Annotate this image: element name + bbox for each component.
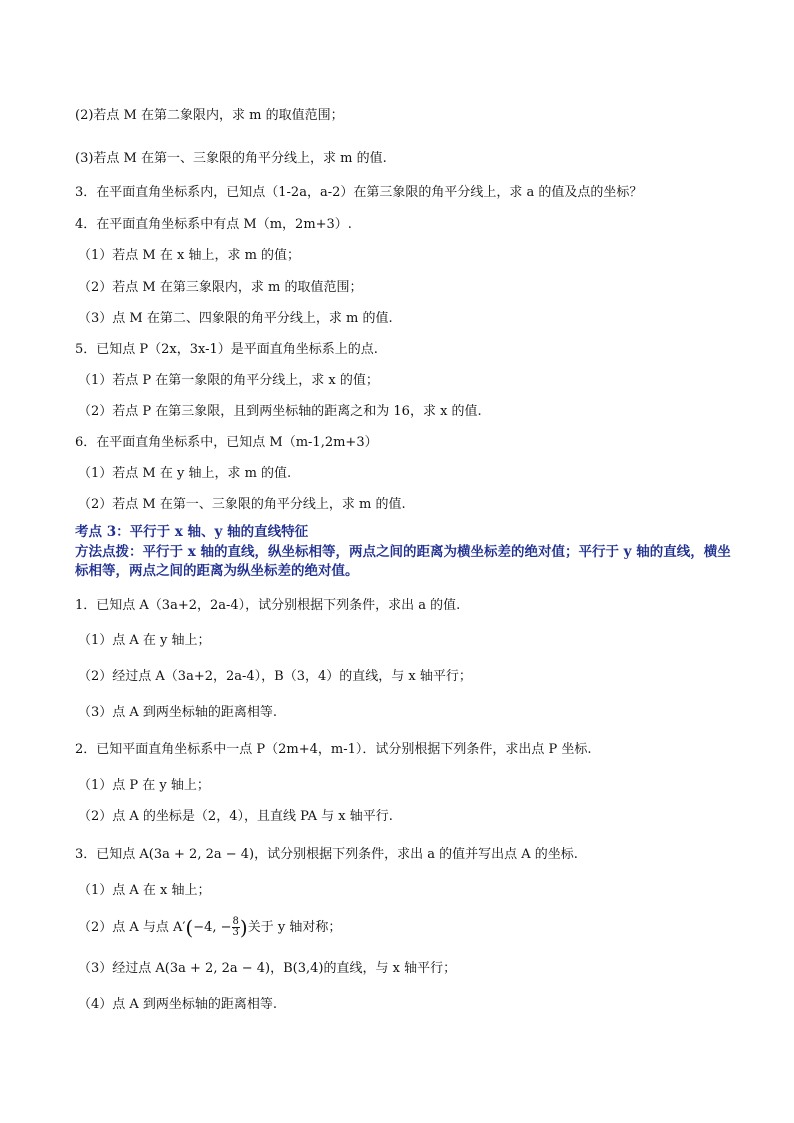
method-tip: 方法点拨：平行于 x 轴的直线，纵坐标相等，两点之间的距离为横坐标差的绝对值；平行于 y 轴的直线，横坐标相等，两点之间的距离为纵坐标差的绝对值。 xyxy=(75,544,731,579)
text-line: （1）若点 M 在 y 轴上，求 m 的值. xyxy=(78,466,292,481)
sub-question: （1）点 A 在 x 轴上； xyxy=(78,883,211,898)
question-stem: 1．已知点 A（3a+2，2a-4），试分别根据下列条件，求出 a 的值. xyxy=(75,598,461,613)
sub-question: （4）点 A 到两坐标轴的距离相等. xyxy=(78,997,278,1012)
text-line: （2）若点 M 在第一、三象限的角平分线上，求 m 的值. xyxy=(78,497,406,512)
text-line: 4．在平面直角坐标系中有点 M（m，2m+3）. xyxy=(75,217,352,232)
text-line: 6．在平面直角坐标系中，已知点 M（m-1,2m+3） xyxy=(75,435,378,450)
sub-question: （1）点 A 在 y 轴上； xyxy=(78,633,211,648)
text-line: 5．已知点 P（2x，3x-1）是平面直角坐标系上的点. xyxy=(75,342,378,357)
text-line: (2)若点 M 在第二象限内，求 m 的取值范围； xyxy=(75,108,344,123)
coordinate-text: −4, − xyxy=(193,920,232,935)
section-heading: 考点 3：平行于 x 轴、y 轴的直线特征 xyxy=(75,524,309,540)
question-stem: 2．已知平面直角坐标系中一点 P（2m+4，m-1）．试分别根据下列条件，求出点 P 坐标. xyxy=(75,742,592,757)
text-line: 3．在平面直角坐标系内，已知点（1-2a，a-2）在第三象限的角平分线上，求 a 的值及点的坐标？ xyxy=(75,185,643,200)
text-line: (3)若点 M 在第一、三象限的角平分线上，求 m 的值. xyxy=(75,151,387,166)
sub-question: （3）经过点 A(3a + 2, 2a − 4)，B(3,4)的直线，与 x 轴平行； xyxy=(78,961,457,976)
text-line: （2）若点 P 在第三象限，且到两坐标轴的距离之和为 16，求 x 的值. xyxy=(78,404,482,419)
sub-question-prefix: （2）点 A 与点 A′ xyxy=(78,920,186,935)
fraction: $\frac{8}{3}$ xyxy=(232,916,239,938)
sub-question-suffix: 关于 y 轴对称； xyxy=(247,920,342,935)
sub-question: （2）经过点 A（3a+2，2a-4），B（3，4）的直线，与 x 轴平行； xyxy=(78,669,472,684)
sub-question: （2）点 A 的坐标是（2，4），且直线 PA 与 x 轴平行. xyxy=(78,809,393,824)
sub-question: （3）点 A 到两坐标轴的距离相等. xyxy=(78,705,278,720)
text-line: （1）若点 M 在 x 轴上，求 m 的值； xyxy=(78,248,301,263)
question-stem: 3．已知点 A(3a + 2, 2a − 4)，试分别根据下列条件，求出 a 的值并写出点 A 的坐标. xyxy=(75,847,578,862)
text-line: （2）若点 M 在第三象限内，求 m 的取值范围； xyxy=(78,280,363,295)
text-line: （3）点 M 在第二、四象限的角平分线上，求 m 的值. xyxy=(78,311,393,326)
text-line: （1）若点 P 在第一象限的角平分线上，求 x 的值； xyxy=(78,373,379,388)
sub-question: （2）点 A 与点 A′(−4, − $\frac{8}{3}$ )关于 y 轴对称； xyxy=(78,915,342,940)
sub-question: （1）点 P 在 y 轴上； xyxy=(78,778,210,793)
